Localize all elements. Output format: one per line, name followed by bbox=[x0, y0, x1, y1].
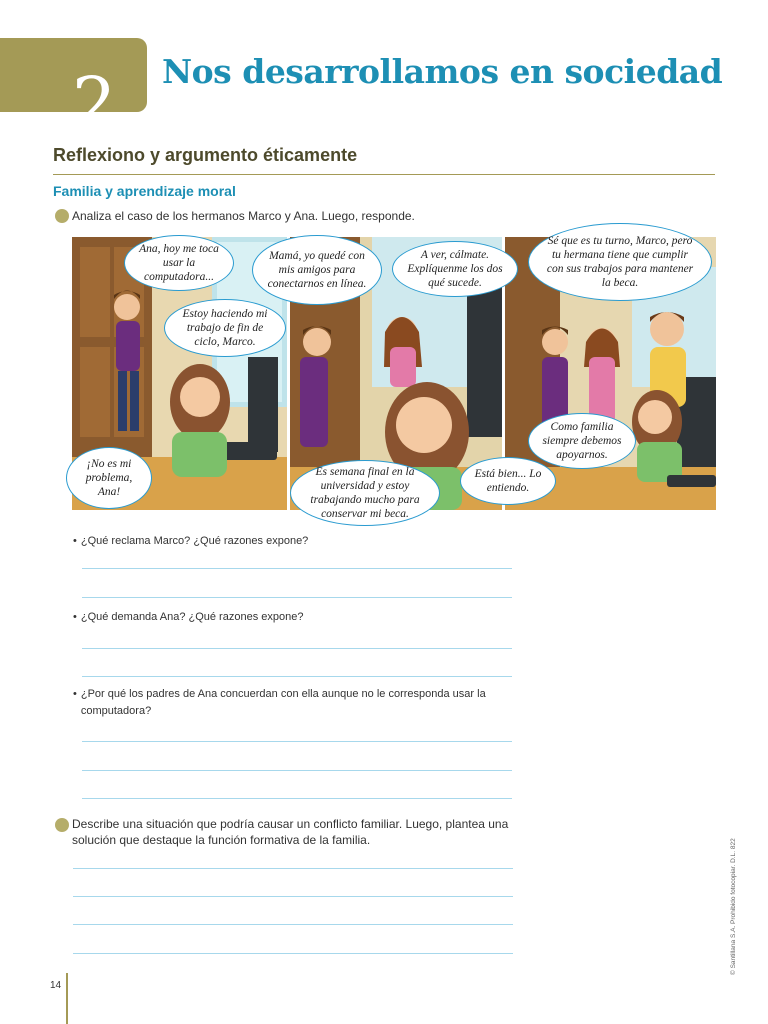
question-2: • ¿Qué demanda Ana? ¿Qué razones expone? bbox=[73, 611, 304, 623]
question-1: • ¿Qué reclama Marco? ¿Qué razones expone? bbox=[73, 535, 309, 547]
answer-line[interactable] bbox=[73, 868, 513, 869]
activity-1-instruction: Analiza el caso de los hermanos Marco y Ana. Luego, responde. bbox=[72, 209, 415, 223]
speech-bubble-3: ¡No es mi problema, Ana! bbox=[66, 447, 152, 509]
page-bar bbox=[66, 973, 68, 1024]
question-2-text: ¿Qué demanda Ana? ¿Qué razones expone? bbox=[80, 611, 304, 623]
subsection-title: Familia y aprendizaje moral bbox=[53, 183, 236, 199]
answer-line[interactable] bbox=[82, 741, 512, 742]
answer-line[interactable] bbox=[82, 597, 512, 598]
activity-2-badge bbox=[55, 818, 69, 832]
section-title: Reflexiono y argumento éticamente bbox=[53, 145, 358, 165]
speech-bubble-8: Sé que es tu turno, Marco, pero tu hermana tiene que cumplir con sus trabajos para mantener la beca. bbox=[528, 223, 712, 301]
speech-bubble-5: A ver, cálmate. Explíquenme los dos qué sucede. bbox=[392, 241, 518, 297]
question-1-text: ¿Qué reclama Marco? ¿Qué razones expone? bbox=[80, 535, 309, 547]
answer-line[interactable] bbox=[82, 648, 512, 649]
speech-bubble-2: Estoy haciendo mi trabajo de fin de ciclo, Marco. bbox=[164, 299, 286, 357]
answer-line[interactable] bbox=[82, 770, 512, 771]
answer-line[interactable] bbox=[73, 924, 513, 925]
question-3: • ¿Por qué los padres de Ana concuerdan con ella aunque no le corresponda usar la computadora? bbox=[73, 686, 513, 720]
copyright-note: © Santillana S.A. Prohibido fotocopiar. D.L. 822 bbox=[730, 838, 737, 975]
section-divider bbox=[53, 174, 715, 175]
unit-tab bbox=[0, 38, 147, 144]
speech-bubble-7: Está bien... Lo entiendo. bbox=[460, 457, 556, 505]
unit-title: Nos desarrollamos en sociedad bbox=[162, 52, 723, 91]
answer-line[interactable] bbox=[82, 676, 512, 677]
speech-bubble-9: Como familia siempre debemos apoyarnos. bbox=[528, 413, 636, 469]
speech-bubble-1: Ana, hoy me toca usar la computadora... bbox=[124, 235, 234, 291]
activity-2-instruction: Describe una situación que podría causar un conflicto familiar. Luego, plantea una solución que destaque la función formativa de la familia. bbox=[72, 817, 509, 847]
answer-line[interactable] bbox=[82, 568, 512, 569]
speech-bubble-6: Es semana final en la universidad y estoy trabajando mucho para conservar mi beca. bbox=[290, 460, 440, 526]
page-number: 14 bbox=[50, 980, 62, 991]
speech-bubble-4: Mamá, yo quedé con mis amigos para conectarnos en línea. bbox=[252, 235, 382, 305]
comic-strip bbox=[72, 235, 716, 520]
unit-number: 2 bbox=[72, 62, 117, 144]
question-3-text: ¿Por qué los padres de Ana concuerdan con ella aunque no le corresponda usar la computadora? bbox=[80, 688, 486, 717]
answer-line[interactable] bbox=[73, 953, 513, 954]
answer-line[interactable] bbox=[73, 896, 513, 897]
activity-1-badge bbox=[55, 209, 69, 223]
answer-line[interactable] bbox=[82, 798, 512, 799]
